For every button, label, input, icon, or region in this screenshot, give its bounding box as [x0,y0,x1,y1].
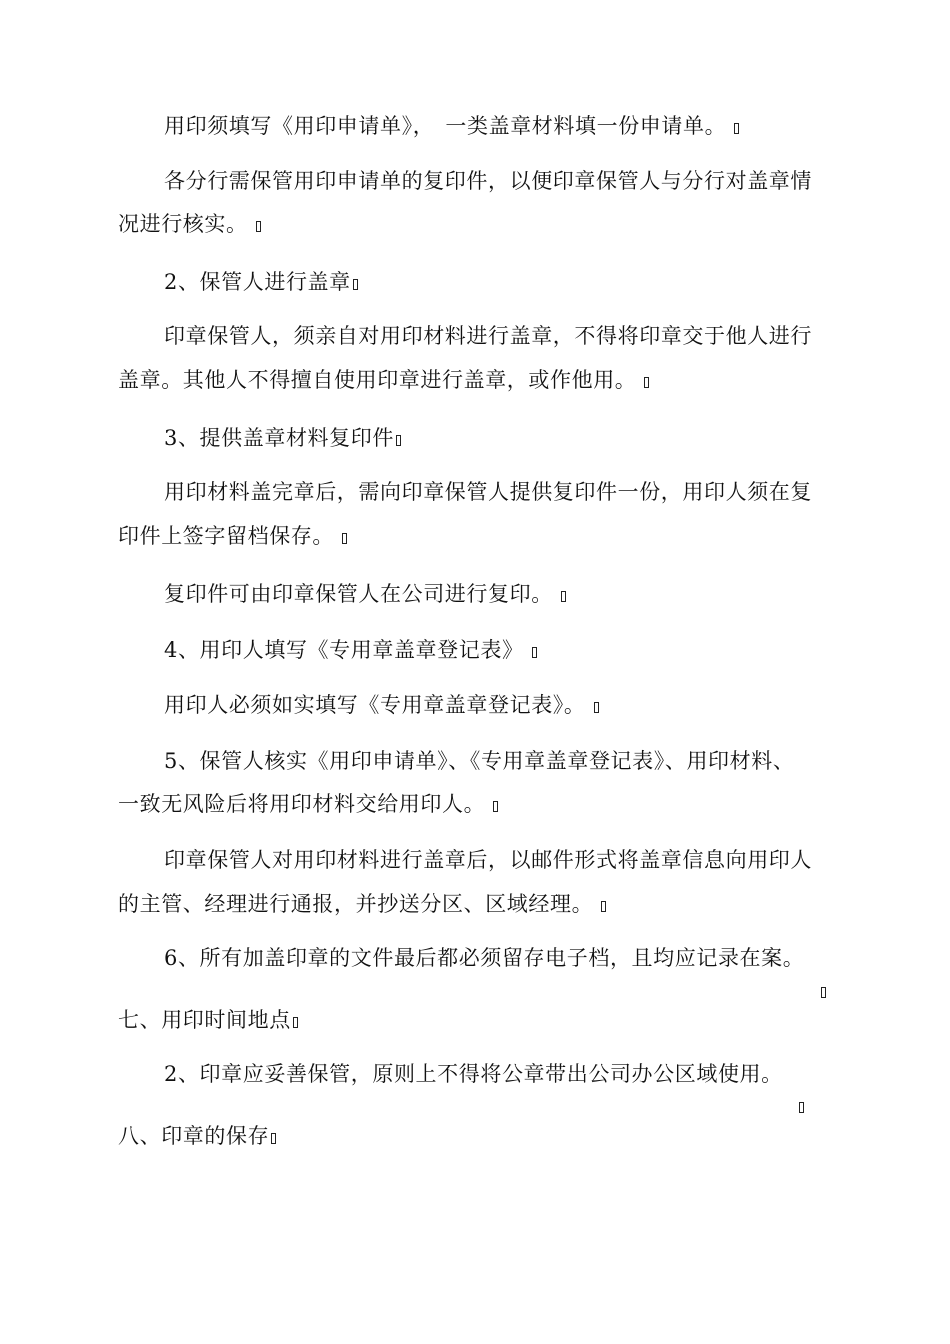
heading-step-5-line2 [118,790,498,818]
paragraph-safekeeping [164,1060,783,1088]
paragraph-application-form [164,112,739,140]
paragraph-mark-icon [271,1133,276,1144]
heading-step-2 [164,268,358,296]
paragraph-text: 印章保管人，须亲自对用印材料进行盖章，不得将印章交于他人进行 [164,324,812,348]
paragraph-copy-at-company [164,580,566,608]
paragraph-mark-icon [532,647,537,658]
paragraph-copy-retention-line2 [118,210,261,238]
paragraph-mark-icon [493,801,498,812]
paragraph-mark-icon [293,1017,298,1028]
paragraph-text: 复印件可由印章保管人在公司进行复印。 [164,582,553,606]
section-heading-text: 八、印章的保存 [118,1124,270,1148]
heading-text: 3、提供盖章材料复印件 [164,426,394,450]
heading-text: 5、保管人核实《用印申请单》、《专用章盖章登记表》、用印材料、 [164,749,795,773]
paragraph-text: 的主管、经理进行通报，并抄送分区、区域经理。 [118,892,594,916]
paragraph-text: 2、印章应妥善保管，原则上不得将公章带出公司办公区域使用。 [164,1062,783,1086]
paragraph-text: 用印须填写《用印申请单》， 一类盖章材料填一份申请单。 [164,114,727,138]
paragraph-mark-icon [644,377,649,388]
paragraph-mark-icon [594,702,599,713]
heading-step-3 [164,424,401,452]
paragraph-text: 印章保管人对用印材料进行盖章后，以邮件形式将盖章信息向用印人 [164,848,812,872]
paragraph-mark-icon [396,435,401,446]
section-heading-seven [118,1006,298,1034]
paragraph-mark-icon [561,591,566,602]
heading-step-5-line1 [164,747,794,775]
paragraph-email-notice-line2 [118,890,606,918]
paragraph-fill-register [164,691,599,719]
heading-text: 4、用印人填写《专用章盖章登记表》 [164,638,524,662]
paragraph-text: 各分行需保管用印申请单的复印件，以便印章保管人与分行对盖章情 [164,169,812,193]
heading-step-6 [164,944,804,972]
heading-step-4 [164,636,537,664]
heading-text: 6、所有加盖印章的文件最后都必须留存电子档，且均应记录在案。 [164,946,805,970]
paragraph-text: 用印人必须如实填写《专用章盖章登记表》。 [164,693,586,717]
paragraph-mark-icon [734,123,739,134]
paragraph-mark-icon [601,901,606,912]
paragraph-mark-icon [342,533,347,544]
paragraph-text: 印件上签字留档保存。 [118,524,334,548]
paragraph-provide-copy-line2 [118,522,347,550]
paragraph-provide-copy-line1 [164,478,812,506]
paragraph-mark-icon [256,221,261,232]
paragraph-custodian-line2 [118,366,649,394]
paragraph-mark-icon [353,279,358,290]
paragraph-mark-icon [821,987,826,998]
paragraph-copy-retention-line1 [164,167,812,195]
heading-text: 一致无风险后将用印材料交给用印人。 [118,792,486,816]
heading-text: 2、保管人进行盖章 [164,270,351,294]
section-heading-eight [118,1122,276,1150]
section-heading-text: 七、用印时间地点 [118,1008,291,1032]
paragraph-email-notice-line1 [164,846,812,874]
paragraph-text: 盖章。其他人不得擅自使用印章进行盖章，或作他用。 [118,368,637,392]
paragraph-mark-icon [799,1102,804,1113]
paragraph-text: 况进行核实。 [118,212,248,236]
paragraph-custodian-line1 [164,322,812,350]
paragraph-text: 用印材料盖完章后，需向印章保管人提供复印件一份，用印人须在复 [164,480,812,504]
